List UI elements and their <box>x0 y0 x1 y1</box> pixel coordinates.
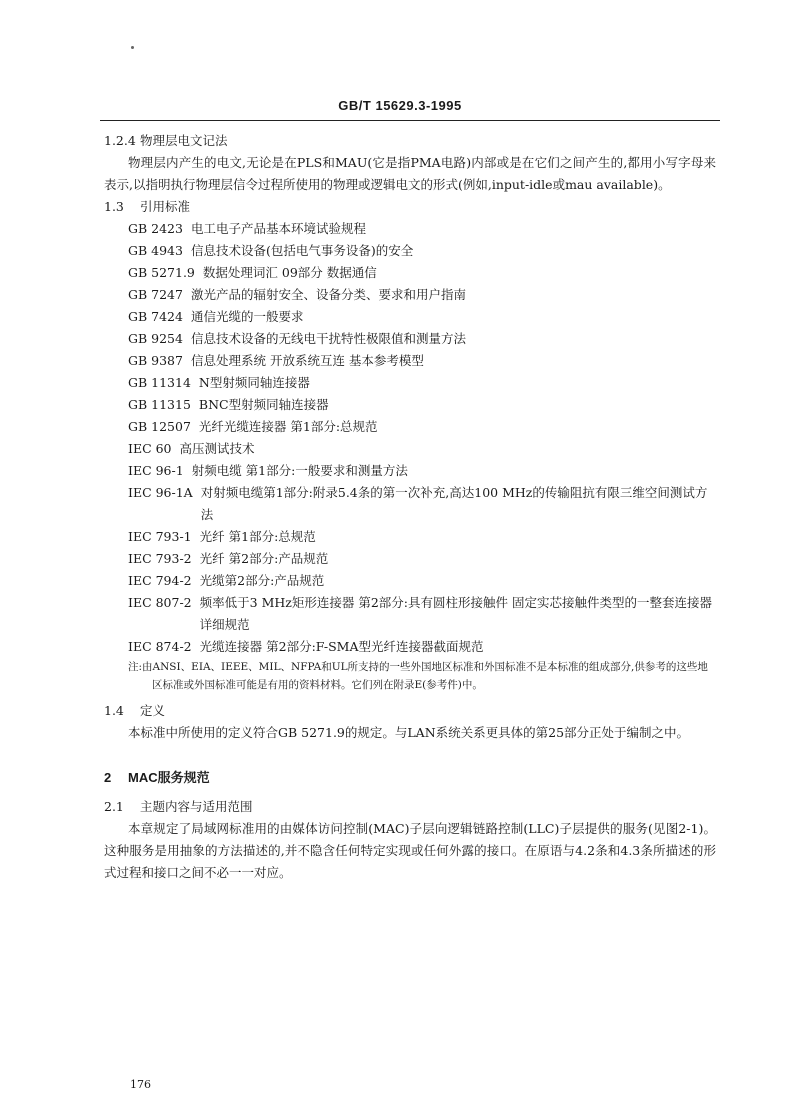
reference-note: 注:由ANSI、EIA、IEEE、MIL、NFPA和UL所支持的一些外国地区标准和外国标准不是本标准的组成部分,供参考的这些地区标准或外国标准可能是有用的资料材料。它们列在附录E(参考件)中。 <box>128 661 708 691</box>
reference-item: GB 5271.9 数据处理词汇 09部分 数据通信 <box>128 265 377 280</box>
reference-item: IEC 807-2 频率低于3 MHz矩形连接器 第2部分:具有圆柱形接触件 固定实芯接触件类型的一整套连接器详细规范 <box>128 595 712 632</box>
reference-item: GB 2423 电工电子产品基本环境试验规程 <box>128 221 366 236</box>
section-2-1-heading: 2.1 主题内容与适用范围 <box>104 799 253 814</box>
reference-item: GB 11314 N型射频同轴连接器 <box>128 375 310 390</box>
chapter-2-heading: 2 MAC服务规范 <box>104 770 210 785</box>
reference-item: IEC 874-2 光缆连接器 第2部分:F-SMA型光纤连接器截面规范 <box>128 639 484 654</box>
page-content <box>104 130 716 884</box>
section-1-2-4-paragraph: 物理层内产生的电文,无论是在PLS和MAU(它是指PMA电路)内部或是在它们之间产生的,都用小写字母来表示,以指明执行物理层信令过程所使用的物理或逻辑电文的形式(例如,input-idle或mau available)。 <box>104 155 716 192</box>
reference-item: IEC 96-1A 对射频电缆第1部分:附录5.4条的第一次补充,高达100 MHz的传输阻抗有限三维空间测试方法 <box>128 485 708 522</box>
reference-item: GB 4943 信息技术设备(包括电气事务设备)的安全 <box>128 243 414 258</box>
reference-item: GB 11315 BNC型射频同轴连接器 <box>128 397 329 412</box>
reference-item: IEC 60 高压测试技术 <box>128 441 255 456</box>
section-2-1-paragraph: 本章规定了局域网标准用的由媒体访问控制(MAC)子层向逻辑链路控制(LLC)子层提供的服务(见图2-1)。这种服务是用抽象的方法描述的,并不隐含任何特定实现或任何外露的接口。在原语与4.2条和4.3条所描述的形式过程和接口之间不必一一对应。 <box>104 821 716 880</box>
reference-item: GB 7424 通信光缆的一般要求 <box>128 309 304 324</box>
note-block <box>104 658 716 694</box>
reference-item: GB 7247 激光产品的辐射安全、设备分类、要求和用户指南 <box>128 287 466 302</box>
section-1-2-4-heading: 1.2.4 物理层电文记法 <box>104 133 228 148</box>
reference-item: GB 9254 信息技术设备的无线电干扰特性极限值和测量方法 <box>128 331 466 346</box>
section-1-4-paragraph: 本标准中所使用的定义符合GB 5271.9的规定。与LAN系统关系更具体的第25部分正处于编制之中。 <box>128 725 690 740</box>
reference-item: IEC 794-2 光缆第2部分:产品规范 <box>128 573 325 588</box>
reference-item: GB 12507 光纤光缆连接器 第1部分:总规范 <box>128 419 378 434</box>
reference-list <box>104 218 716 658</box>
header-rule <box>100 120 720 121</box>
section-1-3-heading: 1.3 引用标准 <box>104 199 191 214</box>
page-header: GB/T 15629.3-1995 <box>338 98 462 113</box>
scan-speck <box>131 46 134 49</box>
page-number: 176 <box>130 1078 151 1091</box>
reference-item: GB 9387 信息处理系统 开放系统互连 基本参考模型 <box>128 353 424 368</box>
reference-item: IEC 96-1 射频电缆 第1部分:一般要求和测量方法 <box>128 463 408 478</box>
reference-item: IEC 793-1 光纤 第1部分:总规范 <box>128 529 316 544</box>
reference-item: IEC 793-2 光纤 第2部分:产品规范 <box>128 551 329 566</box>
section-1-4-heading: 1.4 定义 <box>104 703 166 718</box>
